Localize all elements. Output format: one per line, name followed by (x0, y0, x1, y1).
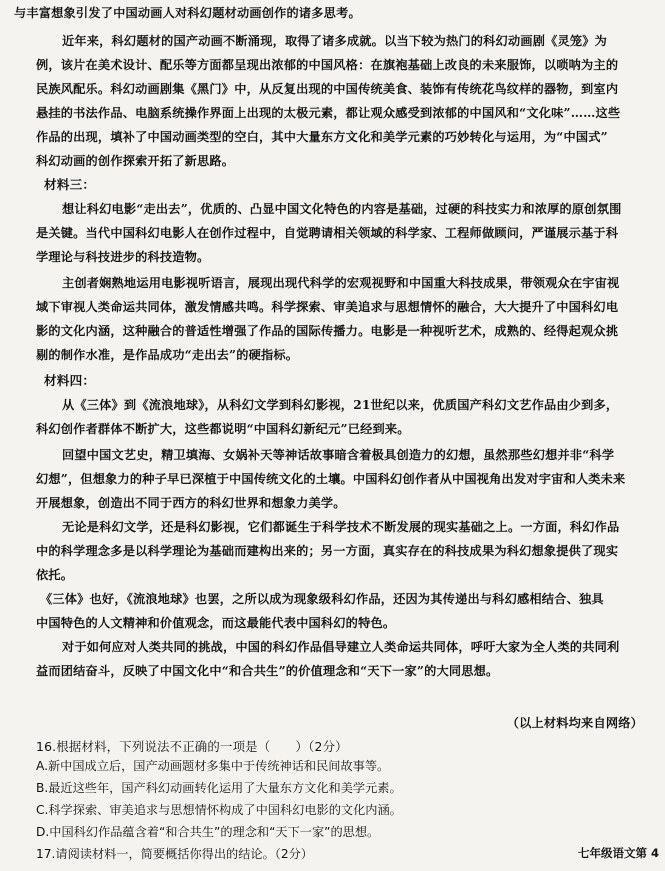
text-line: 作品的出现，填补了中国动画类型的空白，其中大量东方文化和美学元素的巧妙转化与运用，为“中国式” (36, 130, 608, 144)
text-line: 剔的制作水准，是作品成功“走出去”的硬指标。 (36, 348, 299, 362)
text-line: 《三体》也好，《流浪地球》也罢，之所以成为现象级科幻作品，还因为其传递出与科幻感相结合、独具 (40, 592, 604, 606)
text-line: 依托。 (36, 568, 74, 582)
text-line: 民族风配乐。科幻动画剧集《黑门》中，从反复出现的中国传统美食、装饰有传统花鸟纹样的器物，到室内 (36, 82, 619, 96)
option-a: A.新中国成立后，国产动画题材多集中于传统神话和民间故事等。 (36, 759, 390, 773)
text-line: 影的文化内涵，这种融合的普适性增强了作品的国际传播力。电影是一种视听艺术，成熟的、经得起观众挑 (36, 324, 619, 338)
text-line: 学理论与科技进步的科技造物。 (36, 250, 210, 264)
text-line: 中国特色的人文精神和价值观念，而这最能代表中国科幻的特色。 (36, 616, 396, 630)
text-line: 中的科学理念多是以科学理论为基础而建构出来的；另一方面，真实存在的科技成果为科幻想象提供了现实 (36, 544, 619, 558)
section-heading: 材料四： (44, 373, 96, 388)
text-line: 开展想象，创造出不同于西方的科幻世界和想象力美学。 (36, 496, 346, 510)
text-line: 主创者娴熟地运用电影视听语言，展现出现代科学的宏观视野和中国重大科技成果，带领观众在宇宙视 (62, 276, 620, 290)
text-line: 是关键。当代中国科幻电影人在创作过程中，自觉聘请相关领域的科学家、工程师做顾问，严谨展示基于科 (36, 226, 619, 240)
text-line: 想让科幻电影“走出去”，优质的、凸显中国文化特色的内容是基础，过硬的科技实力和浓厚的原创氛围 (62, 202, 622, 216)
text-line: 域下审视人类命运共同体，激发情感共鸣。科学探索、审美追求与思想情怀的融合，大大提升了中国科幻电 (36, 300, 619, 314)
text-line: 幻想”，但想象力的种子早已深植于中国传统文化的土壤。中国科幻创作者从中国视角出发对宇宙和人类未来 (36, 472, 626, 486)
text-line: 从《三体》到《流浪地球》，从科幻文学到科幻影视，21世纪以来，优质国产科幻文艺作品由少到多， (62, 398, 619, 412)
text-line: 近年来，科幻题材的国产动画不断涌现，取得了诸多成就。以当下较为热门的科幻动画剧《灵笼》为 (62, 34, 608, 48)
option-b: B.最近这些年，国产科幻动画转化运用了大量东方文化和美学元素。 (36, 781, 402, 795)
text-line: 与丰富想象引发了中国动画人对科幻题材动画创作的诸多思考。 (14, 6, 361, 20)
question-17: 17.请阅读材料一，简要概括你得出的结论。（2分） (36, 847, 313, 861)
text-line: 无论是科幻文学，还是科幻影视，它们都诞生于科学技术不断发展的现实基础之上。一方面，科幻作品 (62, 520, 620, 534)
page-footer: 七年级语文第 4 (577, 846, 659, 860)
text-line: 科幻创作者群体不断扩大，这些都说明“中国科幻新纪元”已经到来。 (36, 422, 410, 436)
text-line: 回望中国文艺史，精卫填海、女娲补天等神话故事暗含着极具创造力的幻想，虽然那些幻想并非“科学 (62, 448, 615, 462)
text-line: 对于如何应对人类共同的挑战，中国的科幻作品倡导建立人类命运共同体，呼吁大家为全人类的共同利 (62, 640, 620, 654)
section-heading: 材料三： (44, 177, 96, 192)
option-c: C.科学探索、审美追求与思想情怀构成了中国科幻电影的文化内涵。 (36, 803, 402, 817)
text-line: 悬挂的书法作品、电脑系统操作界面上出现的太极元素，都让观众感受到浓郁的中国风和“文化味”……这些 (36, 106, 621, 120)
text-line: 科幻动画的创作探索开拓了新思路。 (36, 154, 235, 168)
question-16: 16.根据材料，下列说法不正确的一项是（ ）（2分） (36, 739, 348, 754)
text-line: 益而团结奋斗，反映了中国文化中“和合共生”的价值理念和“天下一家”的大同思想。 (36, 664, 499, 678)
option-d: D.中国科幻作品蕴含着“和合共生”的理念和“天下一家”的思想。 (36, 825, 380, 839)
source-note: （以上材料均来自网络） (506, 716, 643, 730)
text-line: 例，该片在美术设计、配乐等方面都呈现出浓郁的中国风格：在旗袍基础上改良的未来服饰，以唢呐为主的 (36, 58, 619, 72)
